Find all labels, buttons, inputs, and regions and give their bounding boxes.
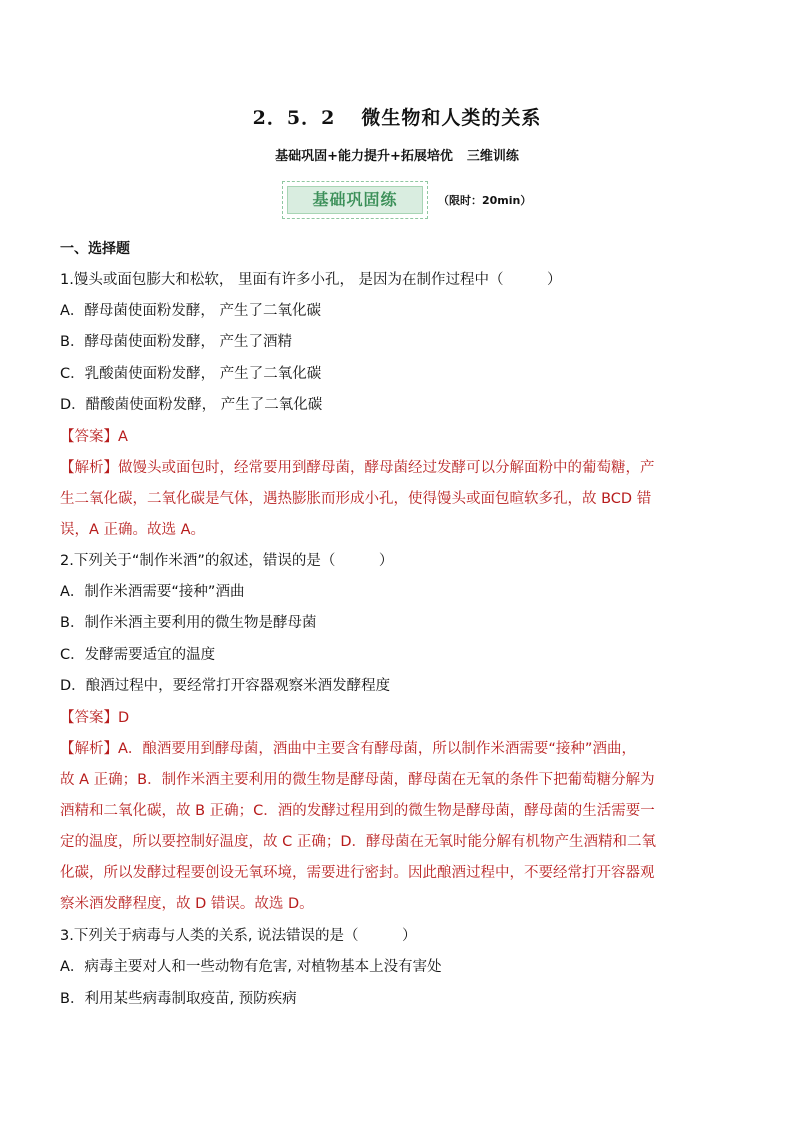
question-2-option-c: C．发酵需要适宜的温度 [60,647,216,663]
subtitle-main: 基础巩固+能力提升+拓展培优 [275,149,453,164]
explanation-line: 【解析】A．酿酒要用到酵母菌，酒曲中主要含有酵母菌，所以制作米酒需要“接种”酒曲， [60,741,636,757]
explanation-line: 酒精和二氧化碳，故 B 正确；C．酒的发酵过程用到的微生物是酵母菌，酵母菌的生活需要一 [60,803,655,819]
explanation-line: 定的温度，所以要控制好温度，故 C 正确；D．酵母菌在无氧时能分解有机物产生酒精和二氧 [60,834,657,850]
question-2-option-b: B．制作米酒主要利用的微生物是酵母菌 [60,615,317,631]
question-1-explanation [60,456,736,552]
page-title [0,103,794,130]
question-2-option-d: D．酿酒过程中，要经常打开容器观察米酒发酵程度 [60,678,391,694]
lesson-number: 2．5．2 [252,107,336,129]
question-2-explanation [60,737,736,927]
question-1-option-a: A．酵母菌使面粉发酵， 产生了二氧化碳 [60,303,322,319]
explanation-line: 故 A 正确；B．制作米酒主要利用的微生物是酵母菌，酵母菌在无氧的条件下把葡萄糖分解为 [60,772,655,788]
question-3-option-a: A．病毒主要对人和一些动物有危害, 对植物基本上没有害处 [60,959,442,975]
question-3-option-b: B．利用某些病毒制取疫苗, 预防疾病 [60,991,297,1007]
question-1-option-d: D．醋酸菌使面粉发酵， 产生了二氧化碳 [60,397,323,413]
question-1-stem: 1.馒头或面包膨大和松软， 里面有许多小孔， 是因为在制作过程中（ ） [60,272,562,288]
question-1-option-b: B．酵母菌使面粉发酵， 产生了酒精 [60,334,293,350]
explanation-line: 【解析】做馒头或面包时，经常要用到酵母菌，酵母菌经过发酵可以分解面粉中的葡萄糖，产 [60,460,655,476]
page-subtitle [0,145,794,164]
question-2-option-a: A．制作米酒需要“接种”酒曲 [60,584,245,600]
explanation-line: 生二氧化碳，二氧化碳是气体，遇热膨胀而形成小孔，使得馒头或面包暄软多孔，故 BCD 错 [60,491,652,507]
question-2-answer: 【答案】D [60,710,130,726]
section-heading: 一、选择题 [60,241,130,257]
explanation-line: 误，A 正确。故选 A。 [60,522,206,538]
section-badge [282,181,428,219]
lesson-title: 微生物和人类的关系 [361,107,542,129]
explanation-line: 化碳，所以发酵过程要创设无氧环境，需要进行密封。因此酿酒过程中，不要经常打开容器观 [60,865,655,881]
badge-label: 基础巩固练 [287,186,423,214]
question-3-stem: 3.下列关于病毒与人类的关系, 说法错误的是（ ） [60,928,417,944]
explanation-line: 察米酒发酵程度，故 D 错误。故选 D。 [60,896,314,912]
question-1-option-c: C．乳酸菌使面粉发酵， 产生了二氧化碳 [60,366,322,382]
time-limit: （限时：20min） [438,194,532,207]
question-1-answer: 【答案】A [60,429,128,445]
subtitle-tail: 三维训练 [466,149,519,164]
question-2-stem: 2.下列关于“制作米酒”的叙述，错误的是（ ） [60,553,394,569]
